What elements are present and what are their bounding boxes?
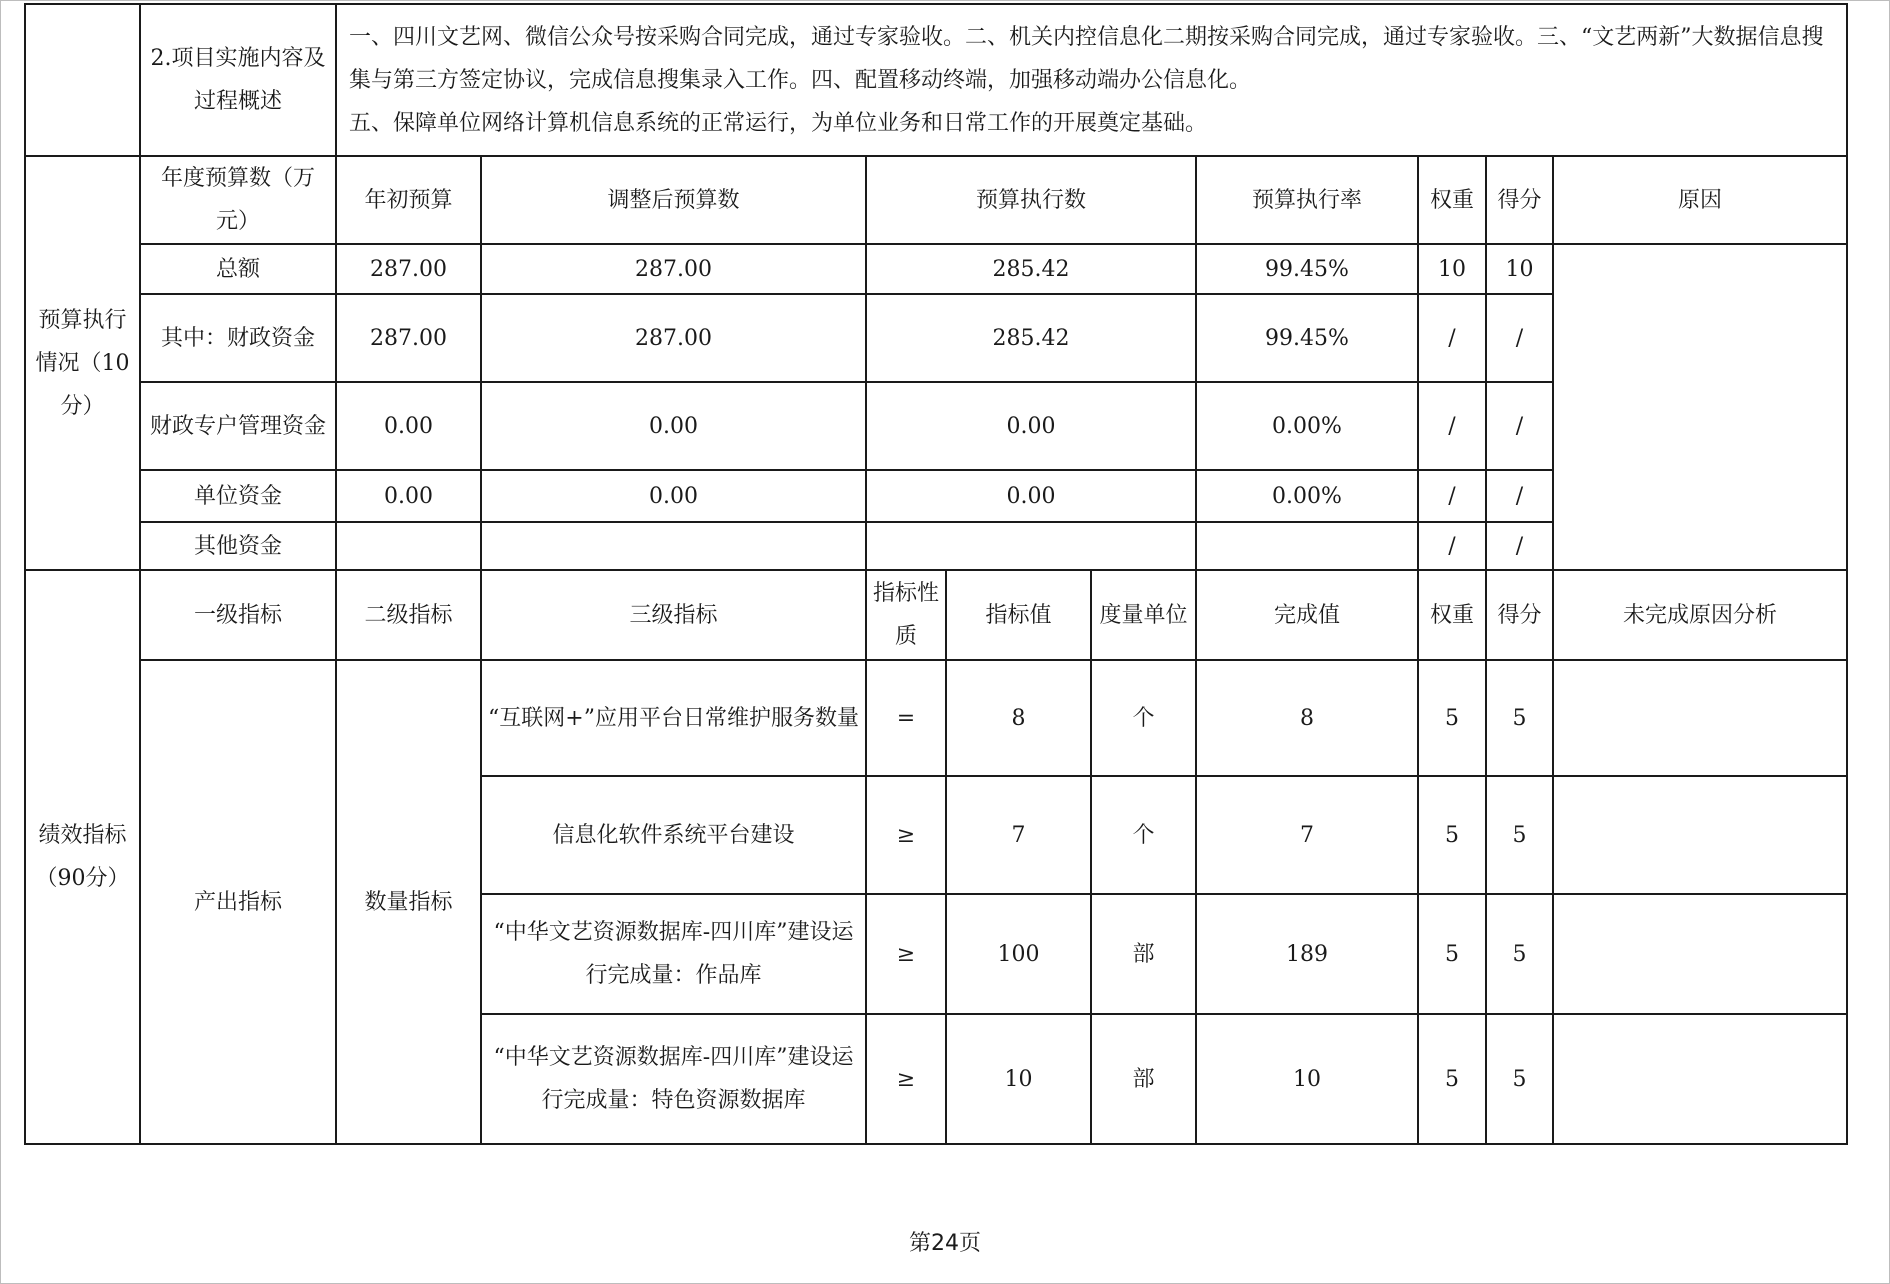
indicator-name: “中华文艺资源数据库-四川库”建设运行完成量：作品库 <box>481 894 866 1014</box>
budget-score: / <box>1486 522 1553 570</box>
budget-executed: 285.42 <box>866 294 1196 382</box>
budget-rate: 99.45% <box>1196 244 1418 294</box>
indicator-unit: 部 <box>1091 894 1196 1014</box>
performance-header-row <box>25 570 1847 660</box>
header-level1: 一级指标 <box>140 570 336 660</box>
blank-cell <box>25 4 140 156</box>
budget-score: / <box>1486 294 1553 382</box>
budget-row-label: 总额 <box>140 244 336 294</box>
budget-initial: 0.00 <box>336 382 481 470</box>
indicator-score: 5 <box>1486 660 1553 776</box>
level2-value: 数量指标 <box>336 660 481 1144</box>
header-adjusted-budget: 调整后预算数 <box>481 156 866 244</box>
budget-reason-cell <box>1553 244 1847 570</box>
budget-row-label: 财政专户管理资金 <box>140 382 336 470</box>
budget-initial: 0.00 <box>336 470 481 522</box>
budget-score: / <box>1486 470 1553 522</box>
header-analysis: 未完成原因分析 <box>1553 570 1847 660</box>
budget-score: 10 <box>1486 244 1553 294</box>
project-description-line1: 一、四川文艺网、微信公众号按采购合同完成，通过专家验收。二、机关内控信息化二期按采购合同完成，通过专家验收。三、“文艺两新”大数据信息搜集与第三方签定协议，完成信息搜集录入工作。四、配置移动终端，加强移动端办公信息化。 <box>349 24 1824 93</box>
budget-row <box>25 244 1847 294</box>
header-execution-rate: 预算执行率 <box>1196 156 1418 244</box>
budget-adjusted: 287.00 <box>481 294 866 382</box>
indicator-analysis <box>1553 776 1847 894</box>
header-target: 指标值 <box>946 570 1091 660</box>
budget-adjusted: 0.00 <box>481 470 866 522</box>
indicator-nature: ≥ <box>866 894 946 1014</box>
indicator-analysis <box>1553 1014 1847 1144</box>
indicator-target: 8 <box>946 660 1091 776</box>
budget-section-label: 预算执行情况（10分） <box>25 156 140 570</box>
header-perf-weight: 权重 <box>1418 570 1486 660</box>
indicator-unit: 个 <box>1091 660 1196 776</box>
header-level3: 三级指标 <box>481 570 866 660</box>
performance-section-label: 绩效指标（90分） <box>25 570 140 1144</box>
indicator-weight: 5 <box>1418 776 1486 894</box>
header-nature: 指标性质 <box>866 570 946 660</box>
indicator-actual: 8 <box>1196 660 1418 776</box>
project-row <box>25 4 1847 156</box>
indicator-target: 100 <box>946 894 1091 1014</box>
budget-executed: 0.00 <box>866 382 1196 470</box>
budget-executed <box>866 522 1196 570</box>
indicator-actual: 7 <box>1196 776 1418 894</box>
indicator-target: 7 <box>946 776 1091 894</box>
indicator-actual: 10 <box>1196 1014 1418 1144</box>
indicator-score: 5 <box>1486 776 1553 894</box>
indicator-name: “互联网+”应用平台日常维护服务数量 <box>481 660 866 776</box>
header-initial-budget: 年初预算 <box>336 156 481 244</box>
header-unit: 度量单位 <box>1091 570 1196 660</box>
indicator-name: “中华文艺资源数据库-四川库”建设运行完成量：特色资源数据库 <box>481 1014 866 1144</box>
indicator-analysis <box>1553 894 1847 1014</box>
budget-rate: 0.00% <box>1196 470 1418 522</box>
header-executed-budget: 预算执行数 <box>866 156 1196 244</box>
budget-weight: / <box>1418 522 1486 570</box>
budget-header-row <box>25 156 1847 244</box>
performance-table <box>24 3 1848 1145</box>
indicator-score: 5 <box>1486 1014 1553 1144</box>
header-annual-budget: 年度预算数（万元） <box>140 156 336 244</box>
budget-weight: 10 <box>1418 244 1486 294</box>
budget-row-label: 其他资金 <box>140 522 336 570</box>
budget-adjusted: 287.00 <box>481 244 866 294</box>
indicator-score: 5 <box>1486 894 1553 1014</box>
indicator-target: 10 <box>946 1014 1091 1144</box>
budget-weight: / <box>1418 470 1486 522</box>
header-score: 得分 <box>1486 156 1553 244</box>
budget-score: / <box>1486 382 1553 470</box>
header-actual: 完成值 <box>1196 570 1418 660</box>
page-number: 第24页 <box>909 1231 981 1256</box>
budget-adjusted: 0.00 <box>481 382 866 470</box>
budget-executed: 0.00 <box>866 470 1196 522</box>
header-reason: 原因 <box>1553 156 1847 244</box>
indicator-analysis <box>1553 660 1847 776</box>
project-description-line2: 五、保障单位网络计算机信息系统的正常运行，为单位业务和日常工作的开展奠定基础。 <box>349 110 1208 136</box>
level1-value: 产出指标 <box>140 660 336 1144</box>
indicator-unit: 部 <box>1091 1014 1196 1144</box>
budget-adjusted <box>481 522 866 570</box>
project-description <box>336 4 1847 156</box>
budget-rate <box>1196 522 1418 570</box>
header-level2: 二级指标 <box>336 570 481 660</box>
indicator-unit: 个 <box>1091 776 1196 894</box>
indicator-actual: 189 <box>1196 894 1418 1014</box>
budget-weight: / <box>1418 382 1486 470</box>
indicator-row <box>25 660 1847 776</box>
indicator-nature: ≥ <box>866 776 946 894</box>
budget-executed: 285.42 <box>866 244 1196 294</box>
budget-row-label: 单位资金 <box>140 470 336 522</box>
project-label: 2.项目实施内容及过程概述 <box>140 4 336 156</box>
budget-row-label: 其中：财政资金 <box>140 294 336 382</box>
budget-rate: 0.00% <box>1196 382 1418 470</box>
indicator-weight: 5 <box>1418 1014 1486 1144</box>
indicator-name: 信息化软件系统平台建设 <box>481 776 866 894</box>
budget-initial: 287.00 <box>336 244 481 294</box>
indicator-weight: 5 <box>1418 894 1486 1014</box>
budget-initial <box>336 522 481 570</box>
header-weight: 权重 <box>1418 156 1486 244</box>
indicator-nature: = <box>866 660 946 776</box>
budget-initial: 287.00 <box>336 294 481 382</box>
budget-weight: / <box>1418 294 1486 382</box>
budget-rate: 99.45% <box>1196 294 1418 382</box>
header-perf-score: 得分 <box>1486 570 1553 660</box>
indicator-nature: ≥ <box>866 1014 946 1144</box>
indicator-weight: 5 <box>1418 660 1486 776</box>
